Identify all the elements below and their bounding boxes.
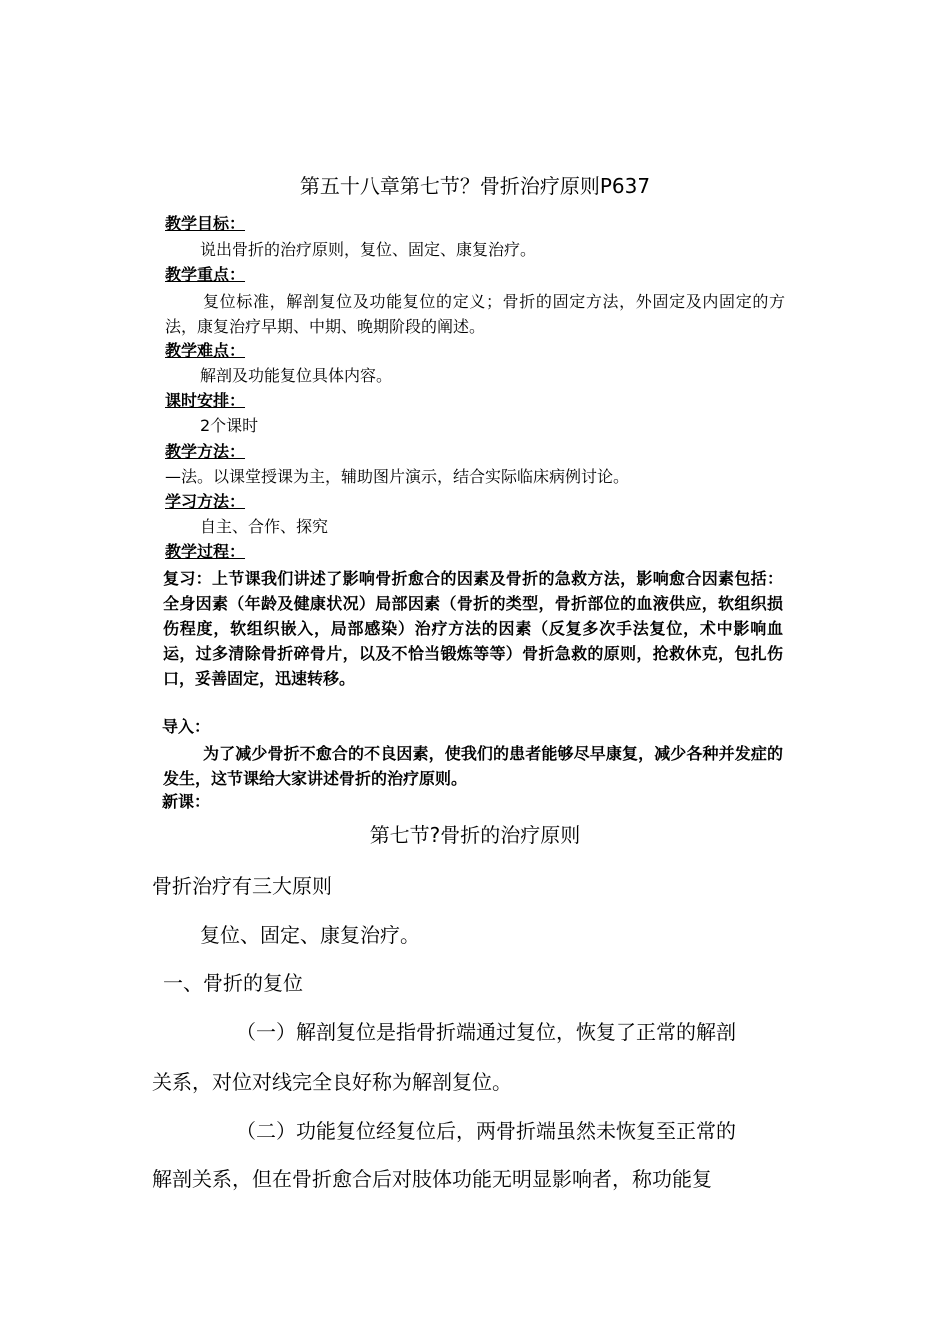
section-title: 第七节?骨折的治疗原则 [369, 823, 581, 847]
document-title: 第五十八章第七节？骨折治疗原则P637 [299, 174, 651, 198]
difficulties-heading: 教学难点： [165, 341, 246, 360]
intro-paragraph: 为了减少骨折不愈合的不良因素，使我们的患者能够尽早康复，减少各种并发症的发生，这节课给大家讲述骨折的治疗原则。 [163, 744, 783, 788]
anatomical-reduction-line-2: 关系，对位对线完全良好称为解剖复位。 [152, 1070, 512, 1094]
objectives-text: 说出骨折的治疗原则，复位、固定、康复治疗。 [200, 240, 537, 259]
functional-reduction-line-1: （二）功能复位经复位后，两骨折端虽然未恢复至正常的 [236, 1119, 736, 1143]
schedule-text: 2个课时 [200, 416, 259, 435]
teaching-method-text: —法。以课堂授课为主，辅助图片演示，结合实际临床病例讨论。 [165, 467, 630, 486]
functional-reduction-line-2: 解剖关系，但在骨折愈合后对肢体功能无明显影响者，称功能复 [152, 1167, 712, 1191]
learning-method-text: 自主、合作、探究 [200, 517, 329, 536]
intro-heading: 导入： [162, 717, 211, 736]
key-points-text: 复位标准，解剖复位及功能复位的定义；骨折的固定方法，外固定及内固定的方法，康复治疗早期、中期、晚期阶段的阐述。 [165, 292, 785, 336]
principles-line: 骨折治疗有三大原则 [152, 874, 332, 898]
schedule-heading: 课时安排： [165, 391, 246, 410]
process-heading: 教学过程： [165, 542, 246, 561]
part-one-heading: 一、骨折的复位 [163, 971, 303, 995]
key-points-heading: 教学重点： [165, 265, 246, 284]
review-paragraph: 复习：上节课我们讲述了影响骨折愈合的因素及骨折的急救方法，影响愈合因素包括：全身因素（年龄及健康状况）局部因素（骨折的类型，骨折部位的血液供应，软组织损伤程度，软组织嵌入，局部感染）治疗方法的因素（反复多次手法复位，术中影响血运，过多清除骨折碎骨片，以及不恰当锻炼等等）骨折急救的原则，抢救休克，包扎伤口，妥善固定，迅速转移。 [163, 569, 783, 688]
principles-list: 复位、固定、康复治疗。 [200, 923, 420, 947]
new-lesson-heading: 新课： [162, 792, 211, 811]
learning-method-heading: 学习方法： [165, 492, 246, 511]
difficulties-text: 解剖及功能复位具体内容。 [200, 366, 393, 385]
teaching-method-heading: 教学方法： [165, 442, 246, 461]
anatomical-reduction-line-1: （一）解剖复位是指骨折端通过复位，恢复了正常的解剖 [236, 1020, 736, 1044]
objectives-heading: 教学目标： [165, 214, 246, 233]
